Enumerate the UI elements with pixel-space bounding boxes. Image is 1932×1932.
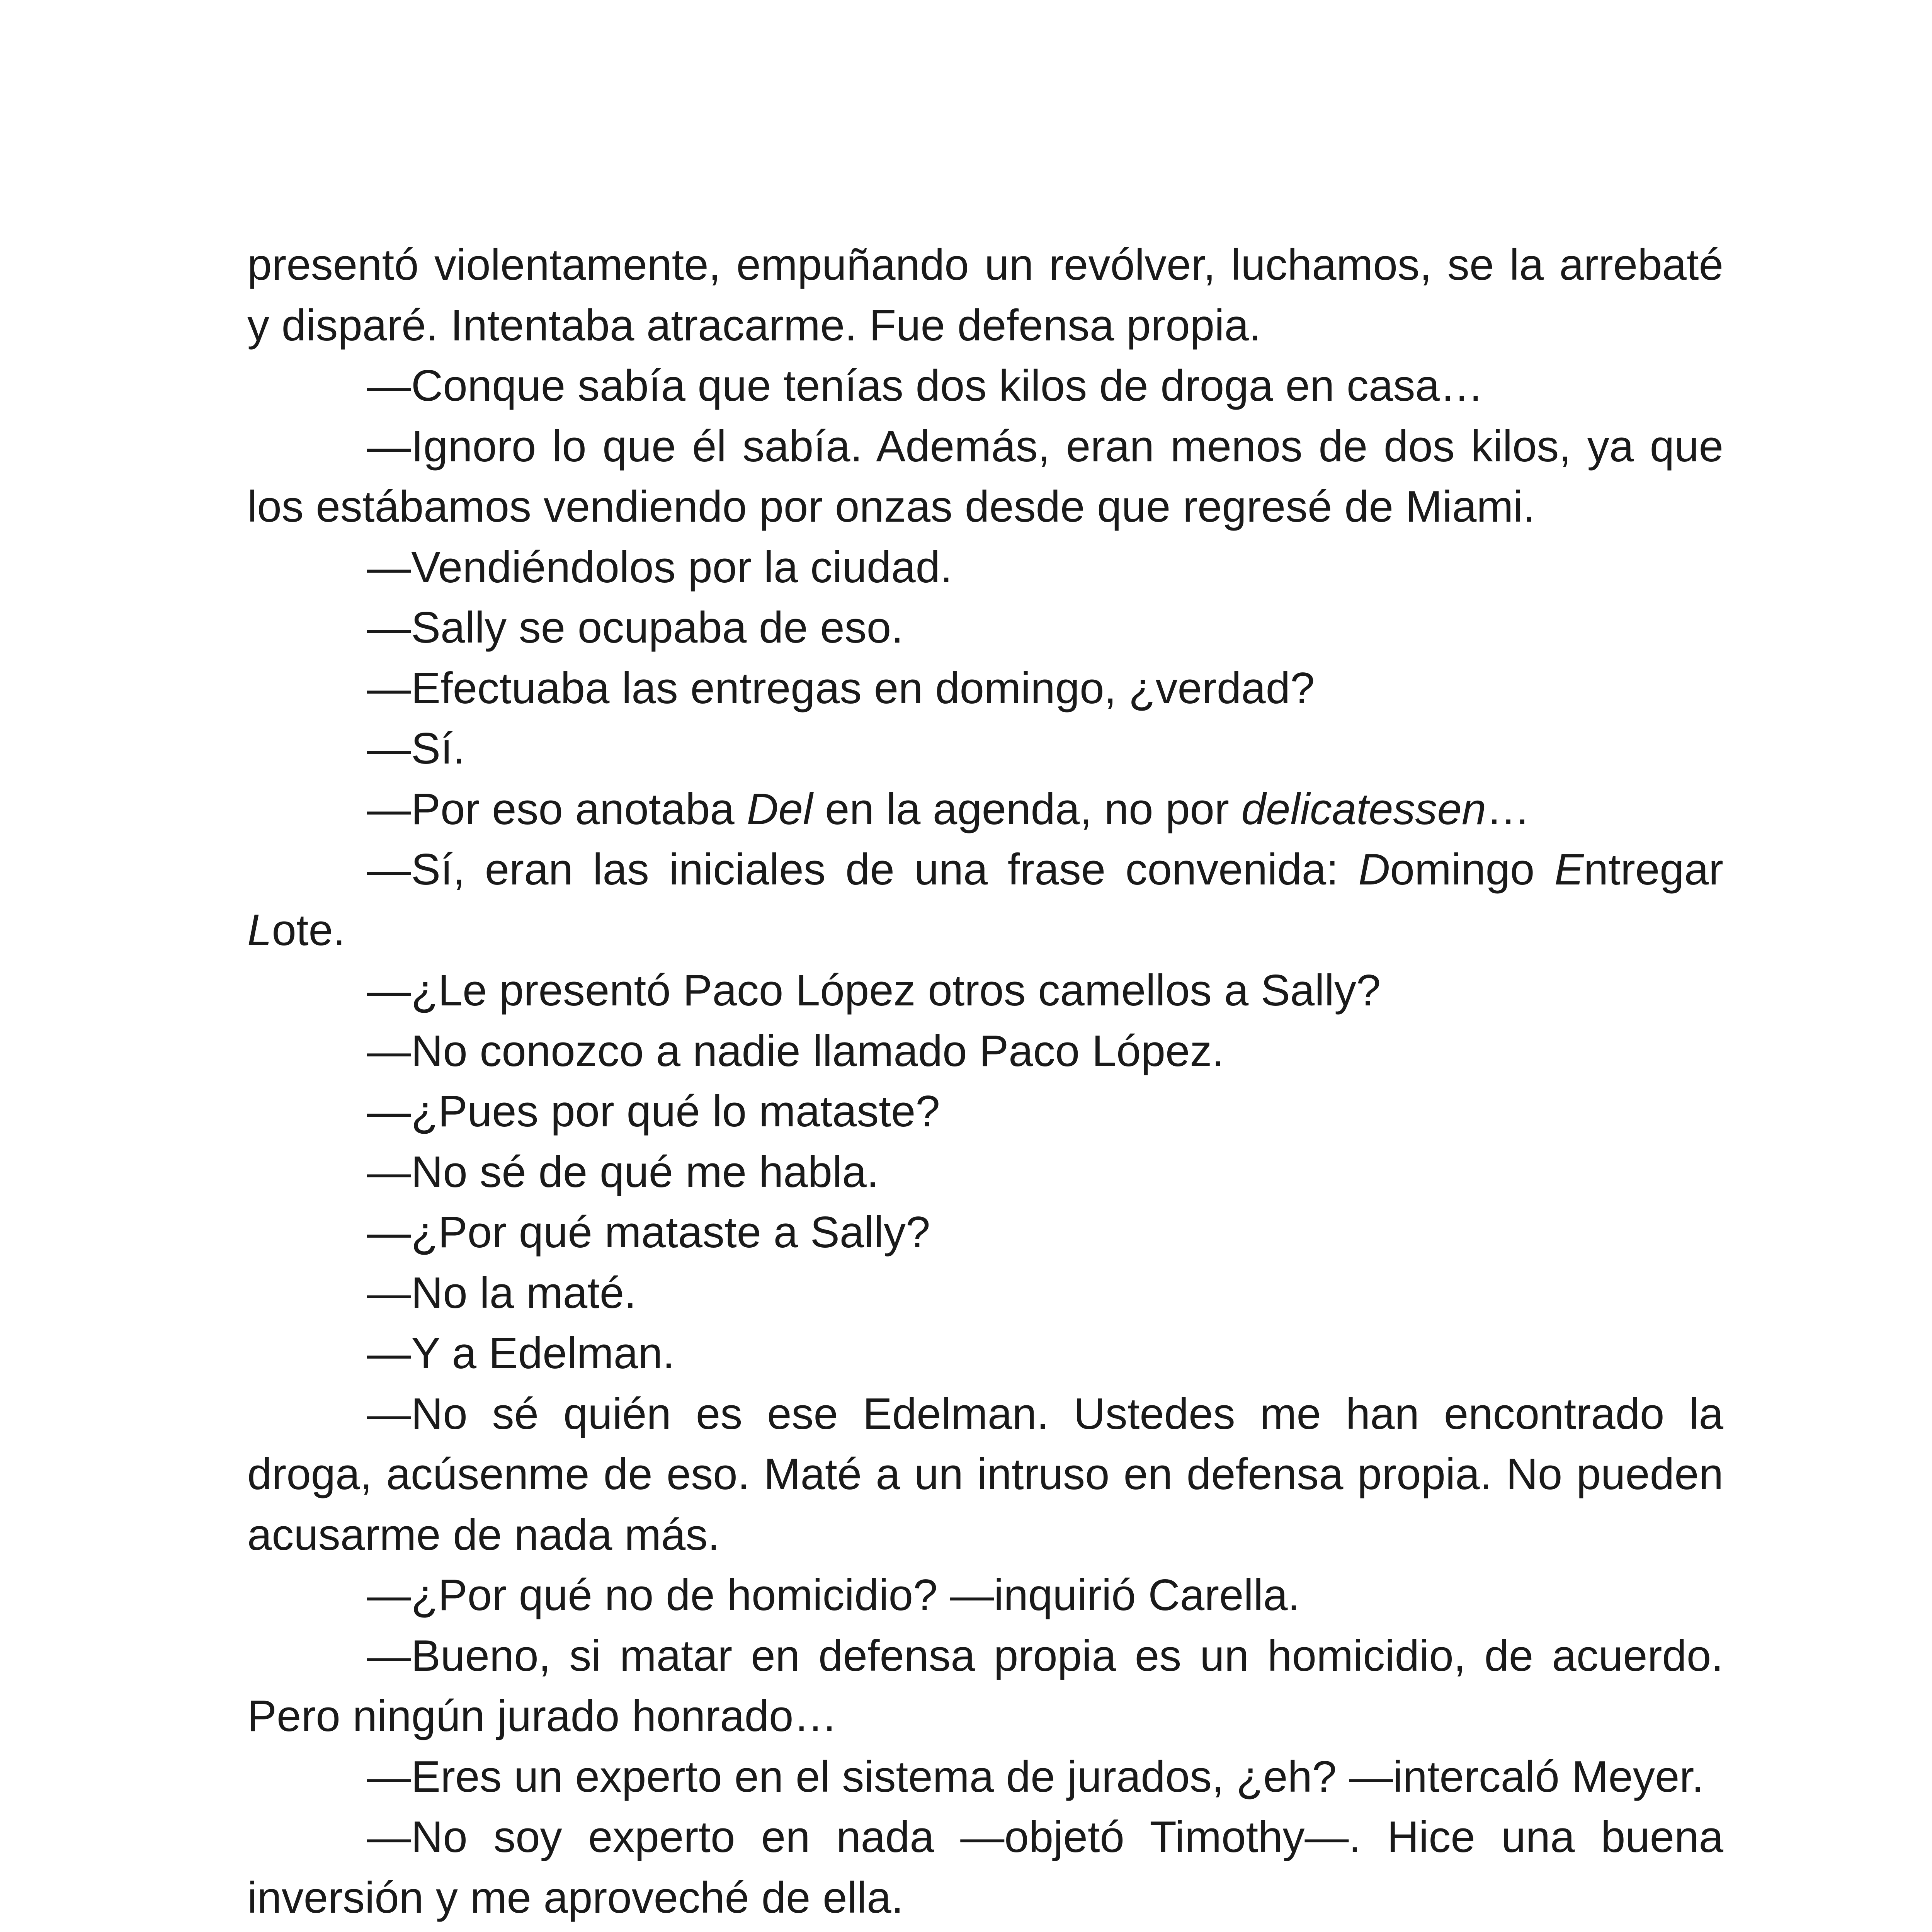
dialogue-line — [247, 840, 1723, 961]
dialogue-line — [247, 598, 1723, 658]
paragraph-text: —Sí, eran las iniciales de una frase convenida: — [367, 845, 1359, 894]
dialogue-line — [247, 1142, 1723, 1203]
paragraph-text: —Sí. — [367, 724, 465, 773]
paragraph-text: —Ignoro lo que él sabía. Además, eran menos de dos kilos, ya que los estábamos vendiendo por onzas desde que regresé de Miami. — [247, 422, 1723, 531]
paragraph-text: —No sé quién es ese Edelman. Ustedes me han encontrado la droga, acúsenme de eso. Maté a un intruso en defensa propia. No pueden acusarme de nada más. — [247, 1389, 1723, 1560]
paragraph-text: —Por eso anotaba — [367, 784, 747, 834]
dialogue-line — [247, 1565, 1723, 1626]
paragraph-text: presentó violentamente, empuñando un revólver, luchamos, se la arrebaté y disparé. Intentaba atracarme. Fue defensa propia. — [247, 240, 1723, 350]
dialogue-line — [247, 537, 1723, 598]
italic-term: delicatessen — [1241, 784, 1486, 834]
paragraph-text: … — [1486, 784, 1531, 834]
dialogue-line — [247, 1021, 1723, 1082]
paragraph-text: ntregar — [1583, 845, 1723, 894]
dialogue-line — [247, 719, 1723, 779]
italic-initial: E — [1554, 845, 1584, 894]
paragraph-text: —No la maté. — [367, 1268, 636, 1318]
paragraph-text: —¿Le presentó Paco López otros camellos a Sally? — [367, 966, 1381, 1015]
dialogue-line — [247, 1082, 1723, 1142]
italic-initial: D — [1358, 845, 1390, 894]
paragraph-text: —Y a Edelman. — [367, 1329, 675, 1378]
italic-term: Del — [747, 784, 813, 834]
dialogue-line — [247, 1807, 1723, 1928]
dialogue-line — [247, 961, 1723, 1021]
paragraph-text: ote. — [272, 905, 345, 955]
dialogue-line — [247, 356, 1723, 417]
paragraph-text: —Sally se ocupaba de eso. — [367, 603, 903, 652]
dialogue-line — [247, 1263, 1723, 1324]
paragraph-text: en la agenda, no por — [813, 784, 1242, 834]
dialogue-line — [247, 1384, 1723, 1566]
paragraph-text: —No conozco a nadie llamado Paco López. — [367, 1026, 1225, 1076]
paragraph-text: —Efectuaba las entregas en domingo, ¿verdad? — [367, 663, 1315, 713]
dialogue-line — [247, 1323, 1723, 1384]
paragraph-text: omingo — [1390, 845, 1554, 894]
dialogue-line — [247, 1202, 1723, 1263]
paragraph-text: —No sé de qué me habla. — [367, 1147, 879, 1197]
paragraph-text: —Vendiéndolos por la ciudad. — [367, 543, 952, 592]
dialogue-line — [247, 1747, 1723, 1808]
dialogue-line — [247, 1928, 1723, 1932]
paragraph-text: —Conque sabía que tenías dos kilos de droga en casa… — [367, 361, 1484, 410]
paragraph-text: —Bueno, si matar en defensa propia es un homicidio, de acuerdo. Pero ningún jurado honrado… — [247, 1631, 1723, 1741]
paragraph-text: —Eres un experto en el sistema de jurados, ¿eh? —intercaló Meyer. — [367, 1752, 1704, 1801]
paragraph-text: —¿Pues por qué lo mataste? — [367, 1087, 940, 1136]
dialogue-line — [247, 658, 1723, 719]
paragraph-text: —¿Por qué mataste a Sally? — [367, 1208, 930, 1257]
paragraph-text: —¿Por qué no de homicidio? —inquirió Carella. — [367, 1571, 1300, 1620]
paragraph — [247, 235, 1723, 356]
dialogue-line — [247, 1626, 1723, 1747]
paragraph-text: —No soy experto en nada —objetó Timothy—. Hice una buena inversión y me aproveché de ella. — [247, 1813, 1723, 1922]
dialogue-line — [247, 779, 1723, 840]
italic-initial: L — [247, 905, 272, 955]
dialogue-line — [247, 417, 1723, 537]
body-text — [247, 235, 1723, 1932]
